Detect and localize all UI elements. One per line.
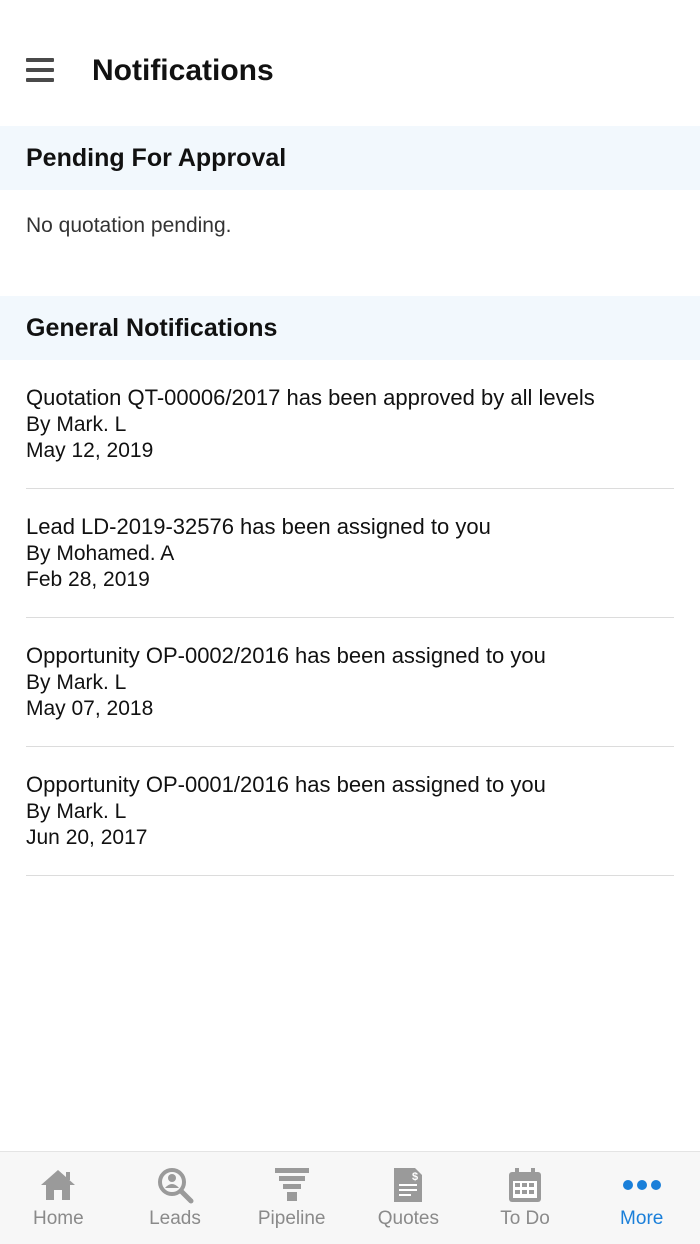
general-heading: General Notifications [26,313,278,342]
funnel-icon [272,1166,312,1204]
notification-message: Opportunity OP-0002/2016 has been assigned to you [26,643,546,668]
app-header [0,0,700,126]
tab-label: More [620,1208,664,1229]
tab-label: Leads [149,1208,201,1229]
page-title: Notifications [92,54,274,87]
calendar-icon [505,1166,545,1204]
notification-message: Quotation QT-00006/2017 has been approved by all levels [26,385,595,410]
more-dots-icon [622,1166,662,1204]
notification-date: Feb 28, 2019 [26,568,150,591]
tab-more[interactable] [583,1152,700,1244]
pending-empty-text: No quotation pending. [26,214,232,237]
tab-quotes[interactable] [350,1152,467,1244]
home-icon [38,1166,78,1204]
quote-document-icon [388,1166,428,1204]
notification-item[interactable] [26,360,674,489]
tab-label: Quotes [377,1208,439,1229]
notification-date: May 12, 2019 [26,439,154,462]
pending-empty-state [0,190,700,296]
notification-list [0,360,700,876]
tab-todo[interactable] [467,1152,584,1244]
notification-date: May 07, 2018 [26,697,154,720]
tab-home[interactable] [0,1152,117,1244]
notification-message: Opportunity OP-0001/2016 has been assigned to you [26,772,546,797]
notification-author: By Mark. L [26,671,127,694]
notification-date: Jun 20, 2017 [26,826,148,849]
notification-author: By Mark. L [26,800,127,823]
notification-item[interactable] [26,618,674,747]
bottom-tab-bar [0,1151,700,1244]
hamburger-menu-icon[interactable] [24,56,56,84]
svg-text:$: $ [412,1171,419,1183]
tab-label: Pipeline [257,1208,326,1229]
notification-message: Lead LD-2019-32576 has been assigned to you [26,514,491,539]
tab-label: Home [32,1208,84,1229]
leads-search-icon [155,1166,195,1204]
notification-item[interactable] [26,747,674,876]
notification-item[interactable] [26,489,674,618]
tab-pipeline[interactable] [233,1152,350,1244]
tab-label: To Do [500,1208,550,1229]
general-section-header [0,296,700,360]
notification-author: By Mark. L [26,413,127,436]
pending-heading: Pending For Approval [26,143,287,172]
tab-leads[interactable] [117,1152,234,1244]
pending-section-header [0,126,700,190]
notification-author: By Mohamed. A [26,542,175,565]
